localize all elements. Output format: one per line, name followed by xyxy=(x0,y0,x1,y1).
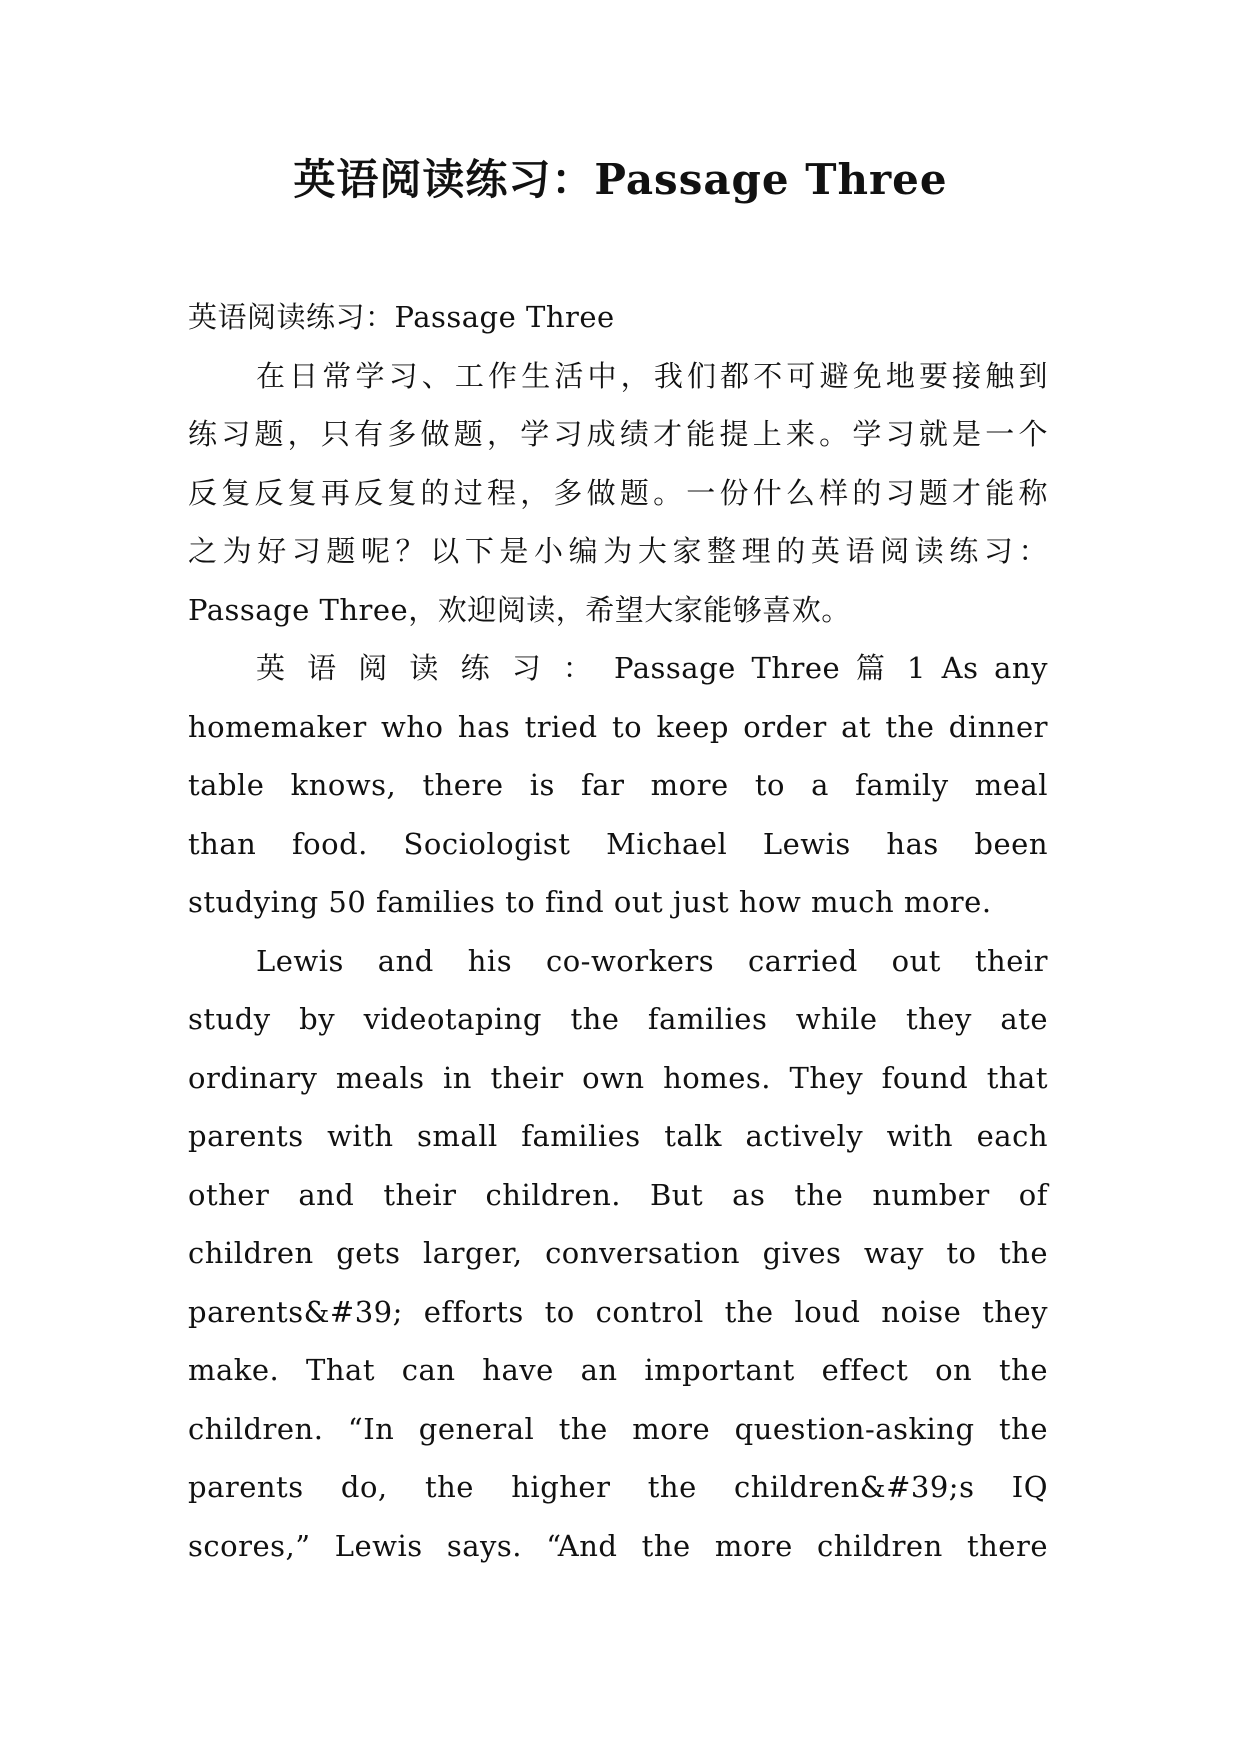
text-line: parents with small families talk actively with each xyxy=(188,1119,1048,1153)
text-line: other and their children. But as the number of xyxy=(188,1177,1048,1212)
text-line: make. That can have an important effect on the xyxy=(188,1353,1048,1387)
text-line: children gets larger, conversation gives way to the xyxy=(188,1236,1048,1270)
text-line: 英 语 阅 读 练 习 ： Passage Three 篇 1 As any xyxy=(256,651,1048,685)
document-body xyxy=(188,288,1048,1575)
text-line: homemaker who has tried to keep order at the dinner xyxy=(188,709,1048,744)
text-line: 反复反复再反复的过程，多做题。一份什么样的习题才能称 xyxy=(188,475,1048,510)
text-line: table knows, there is far more to a family meal xyxy=(188,768,1048,802)
text-line: Passage Three，欢迎阅读，希望大家能够喜欢。 xyxy=(188,592,851,627)
text-line: study by videotaping the families while they ate xyxy=(188,1002,1048,1036)
text-line: 在日常学习、工作生活中，我们都不可避免地要接触到 xyxy=(256,358,1048,393)
text-line: parents do, the higher the children&#39;s IQ xyxy=(188,1470,1048,1504)
text-line: children. “In general the more question-asking the xyxy=(188,1411,1048,1446)
text-line: 英语阅读练习：Passage Three xyxy=(188,300,615,334)
text-line: ordinary meals in their own homes. They found that xyxy=(188,1060,1048,1095)
text-line: 练习题，只有多做题，学习成绩才能提上来。学习就是一个 xyxy=(188,417,1048,451)
text-line: 之为好习题呢？以下是小编为大家整理的英语阅读练习： xyxy=(188,534,1048,568)
text-line: studying 50 families to find out just how much more. xyxy=(188,885,992,919)
text-line: parents&#39; efforts to control the loud noise they xyxy=(188,1294,1048,1329)
text-line: Lewis and his co-workers carried out their xyxy=(256,943,1048,978)
text-line: scores,” Lewis says. “And the more children there xyxy=(188,1528,1048,1563)
text-line: than food. Sociologist Michael Lewis has been xyxy=(188,826,1048,861)
document-title: 英语阅读练习：Passage Three xyxy=(293,155,948,204)
